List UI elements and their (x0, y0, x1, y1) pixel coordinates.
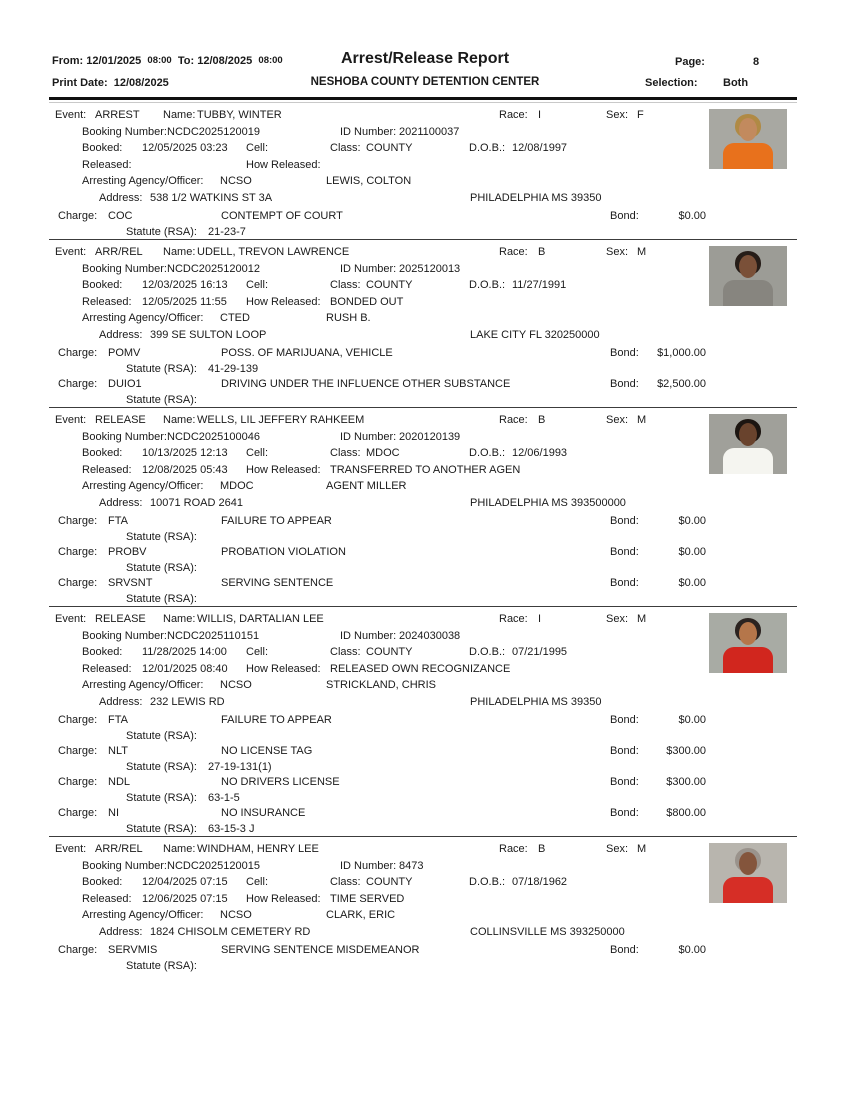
dob-label: D.O.B.: (469, 447, 506, 459)
record-row-booked (0, 646, 850, 663)
race-value: I (538, 109, 542, 121)
cell-label: Cell: (246, 142, 269, 154)
charge-description: NO LICENSE TAG (221, 745, 313, 757)
bond-amount: $0.00 (678, 577, 706, 589)
charge-code: SRVSNT (108, 577, 153, 589)
race-value: B (538, 843, 546, 855)
statute-row (0, 593, 850, 607)
arresting-label: Arresting Agency/Officer: (82, 909, 204, 921)
record-row-event (0, 414, 850, 431)
charge-row (0, 745, 850, 761)
charge-code: DUIO1 (108, 378, 142, 390)
record-row-arresting (0, 909, 850, 926)
statute-label: Statute (RSA): (126, 729, 197, 742)
name-label: Name: (163, 109, 196, 121)
booking-number-label: Booking Number: (82, 262, 167, 275)
booking-record (0, 607, 850, 836)
charge-code: NDL (108, 776, 131, 788)
address-value: 10071 ROAD 2641 (150, 496, 243, 509)
id-number-value: 2021100037 (399, 125, 460, 138)
released-value: 12/01/2025 08:40 (142, 662, 228, 675)
booking-record (0, 837, 850, 973)
statute-value: 63-1-5 (208, 791, 240, 804)
bond-label: Bond: (610, 745, 639, 757)
city-value: PHILADELPHIA MS 393500000 (470, 496, 626, 509)
statute-label: Statute (RSA): (126, 225, 197, 238)
dob-label: D.O.B.: (469, 142, 506, 154)
record-row-booked (0, 142, 850, 159)
record-row-booking (0, 263, 850, 280)
charge-row (0, 546, 850, 562)
record-row-released (0, 159, 850, 176)
bond-amount: $2,500.00 (657, 378, 706, 390)
event-label: Event: (55, 246, 87, 258)
record-row-event (0, 246, 850, 263)
charge-label: Charge: (58, 378, 98, 390)
statute-row (0, 226, 850, 240)
charge-description: PROBATION VIOLATION (221, 546, 346, 558)
page-number: 8 (753, 56, 760, 68)
cell-label: Cell: (246, 876, 269, 888)
name-value: WELLS, LIL JEFFERY RAHKEEM (197, 414, 365, 426)
record-row-event (0, 109, 850, 126)
bond-amount: $1,000.00 (657, 347, 706, 359)
charge-code: SERVMIS (108, 944, 158, 956)
race-label: Race: (499, 246, 528, 258)
booking-record (0, 240, 850, 407)
event-value: ARR/REL (95, 843, 143, 855)
statute-row (0, 531, 850, 545)
bond-label: Bond: (610, 807, 639, 819)
class-label: Class: (330, 646, 361, 658)
booking-number-value: NCDC2025120015 (167, 859, 260, 872)
bond-amount: $0.00 (678, 714, 706, 726)
charge-description: SERVING SENTENCE (221, 577, 334, 589)
charge-description: NO DRIVERS LICENSE (221, 776, 340, 788)
booked-value: 12/04/2025 07:15 (142, 876, 228, 888)
charge-row (0, 347, 850, 363)
statute-row (0, 730, 850, 744)
bond-amount: $800.00 (666, 807, 706, 819)
from-label: From: (52, 55, 84, 67)
class-label: Class: (330, 142, 361, 154)
sex-value: M (637, 843, 647, 855)
booking-number-value: NCDC2025120012 (167, 262, 260, 275)
class-value: COUNTY (366, 876, 413, 888)
statute-label: Statute (RSA): (126, 959, 197, 972)
bond-amount: $0.00 (678, 546, 706, 558)
how-released-value: TIME SERVED (330, 892, 405, 905)
record-row-booked (0, 876, 850, 893)
record-row-address (0, 696, 850, 713)
booked-value: 10/13/2025 12:13 (142, 447, 228, 459)
from-time: 08:00 (147, 55, 172, 66)
released-label: Released: (82, 295, 132, 308)
agency-value: NCSO (220, 909, 252, 921)
released-value: 12/05/2025 11:55 (142, 295, 227, 308)
booking-record (0, 408, 850, 606)
bond-label: Bond: (610, 347, 639, 359)
race-label: Race: (499, 843, 528, 855)
sex-label: Sex: (606, 109, 629, 121)
id-number-label: ID Number: (340, 430, 397, 443)
record-row-address (0, 926, 850, 943)
released-value: 12/06/2025 07:15 (142, 892, 228, 905)
released-label: Released: (82, 892, 132, 905)
dob-value: 07/18/1962 (512, 876, 568, 888)
charge-row (0, 776, 850, 792)
report-header (0, 0, 850, 97)
sex-label: Sex: (606, 613, 629, 625)
statute-row (0, 394, 850, 408)
bond-label: Bond: (610, 515, 639, 527)
how-released-label: How Released: (246, 158, 321, 171)
sex-label: Sex: (606, 414, 629, 426)
booking-number-value: NCDC2025120019 (167, 125, 260, 138)
charge-row (0, 714, 850, 730)
event-value: RELEASE (95, 414, 146, 426)
statute-label: Statute (RSA): (126, 393, 197, 406)
address-value: 1824 CHISOLM CEMETERY RD (150, 925, 311, 938)
agency-value: NCSO (220, 175, 252, 187)
bond-amount: $0.00 (678, 210, 706, 222)
name-label: Name: (163, 246, 196, 258)
race-value: I (538, 613, 542, 625)
bond-amount: $300.00 (666, 745, 706, 757)
charge-row (0, 210, 850, 226)
id-number-value: 2024030038 (399, 629, 461, 642)
page-label: Page: (675, 56, 705, 68)
race-label: Race: (499, 109, 528, 121)
id-number-value: 8473 (399, 859, 424, 872)
address-value: 399 SE SULTON LOOP (150, 328, 267, 341)
bond-amount: $0.00 (678, 944, 706, 956)
name-value: UDELL, TREVON LAWRENCE (197, 246, 350, 258)
released-value: 12/08/2025 05:43 (142, 463, 228, 476)
charge-label: Charge: (58, 944, 98, 956)
dob-value: 12/08/1997 (512, 142, 568, 154)
how-released-value: TRANSFERRED TO ANOTHER AGEN (330, 463, 521, 476)
dob-value: 11/27/1991 (512, 279, 567, 291)
statute-label: Statute (RSA): (126, 530, 197, 543)
charge-label: Charge: (58, 546, 98, 558)
bond-amount: $0.00 (678, 515, 706, 527)
race-value: B (538, 414, 546, 426)
booking-record (0, 103, 850, 239)
statute-label: Statute (RSA): (126, 561, 197, 574)
sex-value: M (637, 414, 647, 426)
charge-label: Charge: (58, 714, 98, 726)
agency-value: MDOC (220, 480, 254, 492)
address-value: 538 1/2 WATKINS ST 3A (150, 191, 273, 204)
how-released-value: RELEASED OWN RECOGNIZANCE (330, 662, 511, 675)
charge-label: Charge: (58, 776, 98, 788)
bond-label: Bond: (610, 546, 639, 558)
statute-label: Statute (RSA): (126, 791, 197, 804)
sex-value: M (637, 613, 647, 625)
event-label: Event: (55, 843, 87, 855)
bond-label: Bond: (610, 776, 639, 788)
charge-code: NLT (108, 745, 128, 757)
name-value: TUBBY, WINTER (197, 109, 282, 121)
city-value: LAKE CITY FL 320250000 (470, 328, 600, 341)
record-row-arresting (0, 480, 850, 497)
booking-number-label: Booking Number: (82, 430, 167, 443)
city-value: COLLINSVILLE MS 393250000 (470, 925, 625, 938)
agency-value: NCSO (220, 679, 252, 691)
how-released-value: BONDED OUT (330, 295, 404, 308)
released-label: Released: (82, 158, 132, 171)
agency-value: CTED (220, 312, 250, 324)
event-value: RELEASE (95, 613, 146, 625)
id-number-label: ID Number: (340, 125, 397, 138)
charge-description: FAILURE TO APPEAR (221, 714, 332, 726)
statute-label: Statute (RSA): (126, 592, 197, 605)
officer-value: CLARK, ERIC (326, 909, 396, 921)
to-label: To: (177, 55, 195, 67)
statute-row (0, 792, 850, 806)
name-value: WILLIS, DARTALIAN LEE (197, 613, 324, 625)
from-date: 12/01/2025 (86, 55, 142, 67)
address-label: Address: (99, 191, 143, 204)
class-value: COUNTY (366, 279, 413, 291)
booked-label: Booked: (82, 876, 123, 888)
statute-row (0, 363, 850, 377)
city-value: PHILADELPHIA MS 39350 (470, 695, 602, 708)
name-label: Name: (163, 613, 196, 625)
selection-label: Selection: (645, 77, 698, 89)
class-label: Class: (330, 279, 361, 291)
record-row-booking (0, 431, 850, 448)
header-rule (49, 97, 797, 100)
sex-value: M (637, 246, 647, 258)
booked-value: 11/28/2025 14:00 (142, 646, 227, 658)
dob-value: 12/06/1993 (512, 447, 568, 459)
statute-row (0, 562, 850, 576)
id-number-value: 2025120013 (399, 262, 461, 275)
statute-value: 27-19-131(1) (208, 760, 272, 773)
booked-label: Booked: (82, 279, 123, 291)
officer-value: LEWIS, COLTON (326, 175, 412, 187)
charge-code: POMV (108, 347, 141, 359)
dob-value: 07/21/1995 (512, 646, 568, 658)
charge-label: Charge: (58, 210, 98, 222)
charge-row (0, 577, 850, 593)
statute-row (0, 761, 850, 775)
charge-description: SERVING SENTENCE MISDEMEANOR (221, 944, 420, 956)
statute-label: Statute (RSA): (126, 822, 197, 835)
record-row-arresting (0, 175, 850, 192)
charge-row (0, 378, 850, 394)
booked-label: Booked: (82, 142, 123, 154)
statute-value: 41-29-139 (208, 362, 259, 375)
how-released-label: How Released: (246, 892, 321, 905)
record-row-arresting (0, 312, 850, 329)
arresting-label: Arresting Agency/Officer: (82, 679, 204, 691)
print-date-value: 12/08/2025 (113, 77, 169, 89)
address-label: Address: (99, 328, 143, 341)
record-row-arresting (0, 679, 850, 696)
record-row-booking (0, 126, 850, 143)
address-label: Address: (99, 925, 143, 938)
record-row-released (0, 464, 850, 481)
to-date: 12/08/2025 (197, 55, 253, 67)
statute-value: 63-15-3 J (208, 822, 255, 835)
booked-label: Booked: (82, 447, 123, 459)
how-released-label: How Released: (246, 295, 321, 308)
record-row-booking (0, 630, 850, 647)
how-released-label: How Released: (246, 463, 321, 476)
released-label: Released: (82, 463, 132, 476)
record-row-address (0, 329, 850, 346)
arresting-label: Arresting Agency/Officer: (82, 175, 204, 187)
statute-value: 21-23-7 (208, 225, 246, 238)
charge-label: Charge: (58, 347, 98, 359)
id-number-label: ID Number: (340, 629, 397, 642)
bond-label: Bond: (610, 944, 639, 956)
class-value: COUNTY (366, 142, 413, 154)
id-number-label: ID Number: (340, 262, 397, 275)
released-label: Released: (82, 662, 132, 675)
class-value: MDOC (366, 447, 400, 459)
charge-description: FAILURE TO APPEAR (221, 515, 332, 527)
dob-label: D.O.B.: (469, 646, 506, 658)
record-row-booking (0, 860, 850, 877)
dob-label: D.O.B.: (469, 876, 506, 888)
officer-value: AGENT MILLER (326, 480, 407, 492)
how-released-label: How Released: (246, 662, 321, 675)
charge-code: FTA (108, 515, 128, 527)
officer-value: STRICKLAND, CHRIS (326, 679, 437, 691)
event-label: Event: (55, 109, 87, 121)
city-value: PHILADELPHIA MS 39350 (470, 191, 602, 204)
to-time: 08:00 (258, 55, 283, 66)
sex-value: F (637, 109, 644, 121)
bond-label: Bond: (610, 378, 639, 390)
bond-label: Bond: (610, 577, 639, 589)
class-label: Class: (330, 447, 361, 459)
record-row-released (0, 893, 850, 910)
charge-description: DRIVING UNDER THE INFLUENCE OTHER SUBSTANCE (221, 378, 511, 390)
dob-label: D.O.B.: (469, 279, 506, 291)
id-number-label: ID Number: (340, 859, 397, 872)
booking-number-label: Booking Number: (82, 629, 167, 642)
race-value: B (538, 246, 546, 258)
event-label: Event: (55, 414, 87, 426)
arresting-label: Arresting Agency/Officer: (82, 312, 204, 324)
class-label: Class: (330, 876, 361, 888)
booking-number-label: Booking Number: (82, 859, 167, 872)
cell-label: Cell: (246, 447, 269, 459)
bond-label: Bond: (610, 714, 639, 726)
id-number-value: 2020120139 (399, 430, 461, 443)
charge-label: Charge: (58, 807, 98, 819)
booked-value: 12/03/2025 16:13 (142, 279, 228, 291)
booked-value: 12/05/2025 03:23 (142, 142, 228, 154)
charge-row (0, 515, 850, 531)
charge-description: POSS. OF MARIJUANA, VEHICLE (221, 347, 393, 359)
statute-row (0, 823, 850, 837)
charge-code: NI (108, 807, 119, 819)
race-label: Race: (499, 414, 528, 426)
bond-label: Bond: (610, 210, 639, 222)
sex-label: Sex: (606, 246, 629, 258)
selection-value: Both (723, 77, 749, 89)
record-row-address (0, 497, 850, 514)
statute-label: Statute (RSA): (126, 362, 197, 375)
charge-code: PROBV (108, 546, 147, 558)
bond-amount: $300.00 (666, 776, 706, 788)
record-row-event (0, 843, 850, 860)
address-value: 232 LEWIS RD (150, 695, 225, 708)
charge-label: Charge: (58, 515, 98, 527)
arresting-label: Arresting Agency/Officer: (82, 480, 204, 492)
statute-label: Statute (RSA): (126, 760, 197, 773)
booking-number-value: NCDC2025100046 (167, 430, 260, 443)
cell-label: Cell: (246, 646, 269, 658)
statute-row (0, 960, 850, 974)
record-row-event (0, 613, 850, 630)
charge-label: Charge: (58, 745, 98, 757)
booked-label: Booked: (82, 646, 123, 658)
address-label: Address: (99, 496, 143, 509)
charge-code: FTA (108, 714, 128, 726)
report-title: Arrest/Release Report (340, 50, 510, 67)
charge-row (0, 807, 850, 823)
booking-number-value: NCDC2025110151 (167, 629, 260, 642)
event-value: ARR/REL (95, 246, 143, 258)
address-label: Address: (99, 695, 143, 708)
record-row-booked (0, 447, 850, 464)
booking-number-label: Booking Number: (82, 125, 167, 138)
cell-label: Cell: (246, 279, 269, 291)
charge-label: Charge: (58, 577, 98, 589)
name-label: Name: (163, 414, 196, 426)
charge-code: COC (108, 210, 133, 222)
name-label: Name: (163, 843, 196, 855)
record-row-released (0, 296, 850, 313)
charge-description: NO INSURANCE (221, 807, 306, 819)
charge-row (0, 944, 850, 960)
record-row-booked (0, 279, 850, 296)
print-date-label: Print Date: (52, 77, 108, 89)
record-row-address (0, 192, 850, 209)
officer-value: RUSH B. (326, 312, 371, 324)
record-row-released (0, 663, 850, 680)
sex-label: Sex: (606, 843, 629, 855)
name-value: WINDHAM, HENRY LEE (197, 843, 319, 855)
race-label: Race: (499, 613, 528, 625)
event-label: Event: (55, 613, 87, 625)
event-value: ARREST (95, 109, 140, 121)
charge-description: CONTEMPT OF COURT (221, 210, 343, 222)
facility-name: NESHOBA COUNTY DETENTION CENTER (310, 76, 540, 88)
class-value: COUNTY (366, 646, 413, 658)
